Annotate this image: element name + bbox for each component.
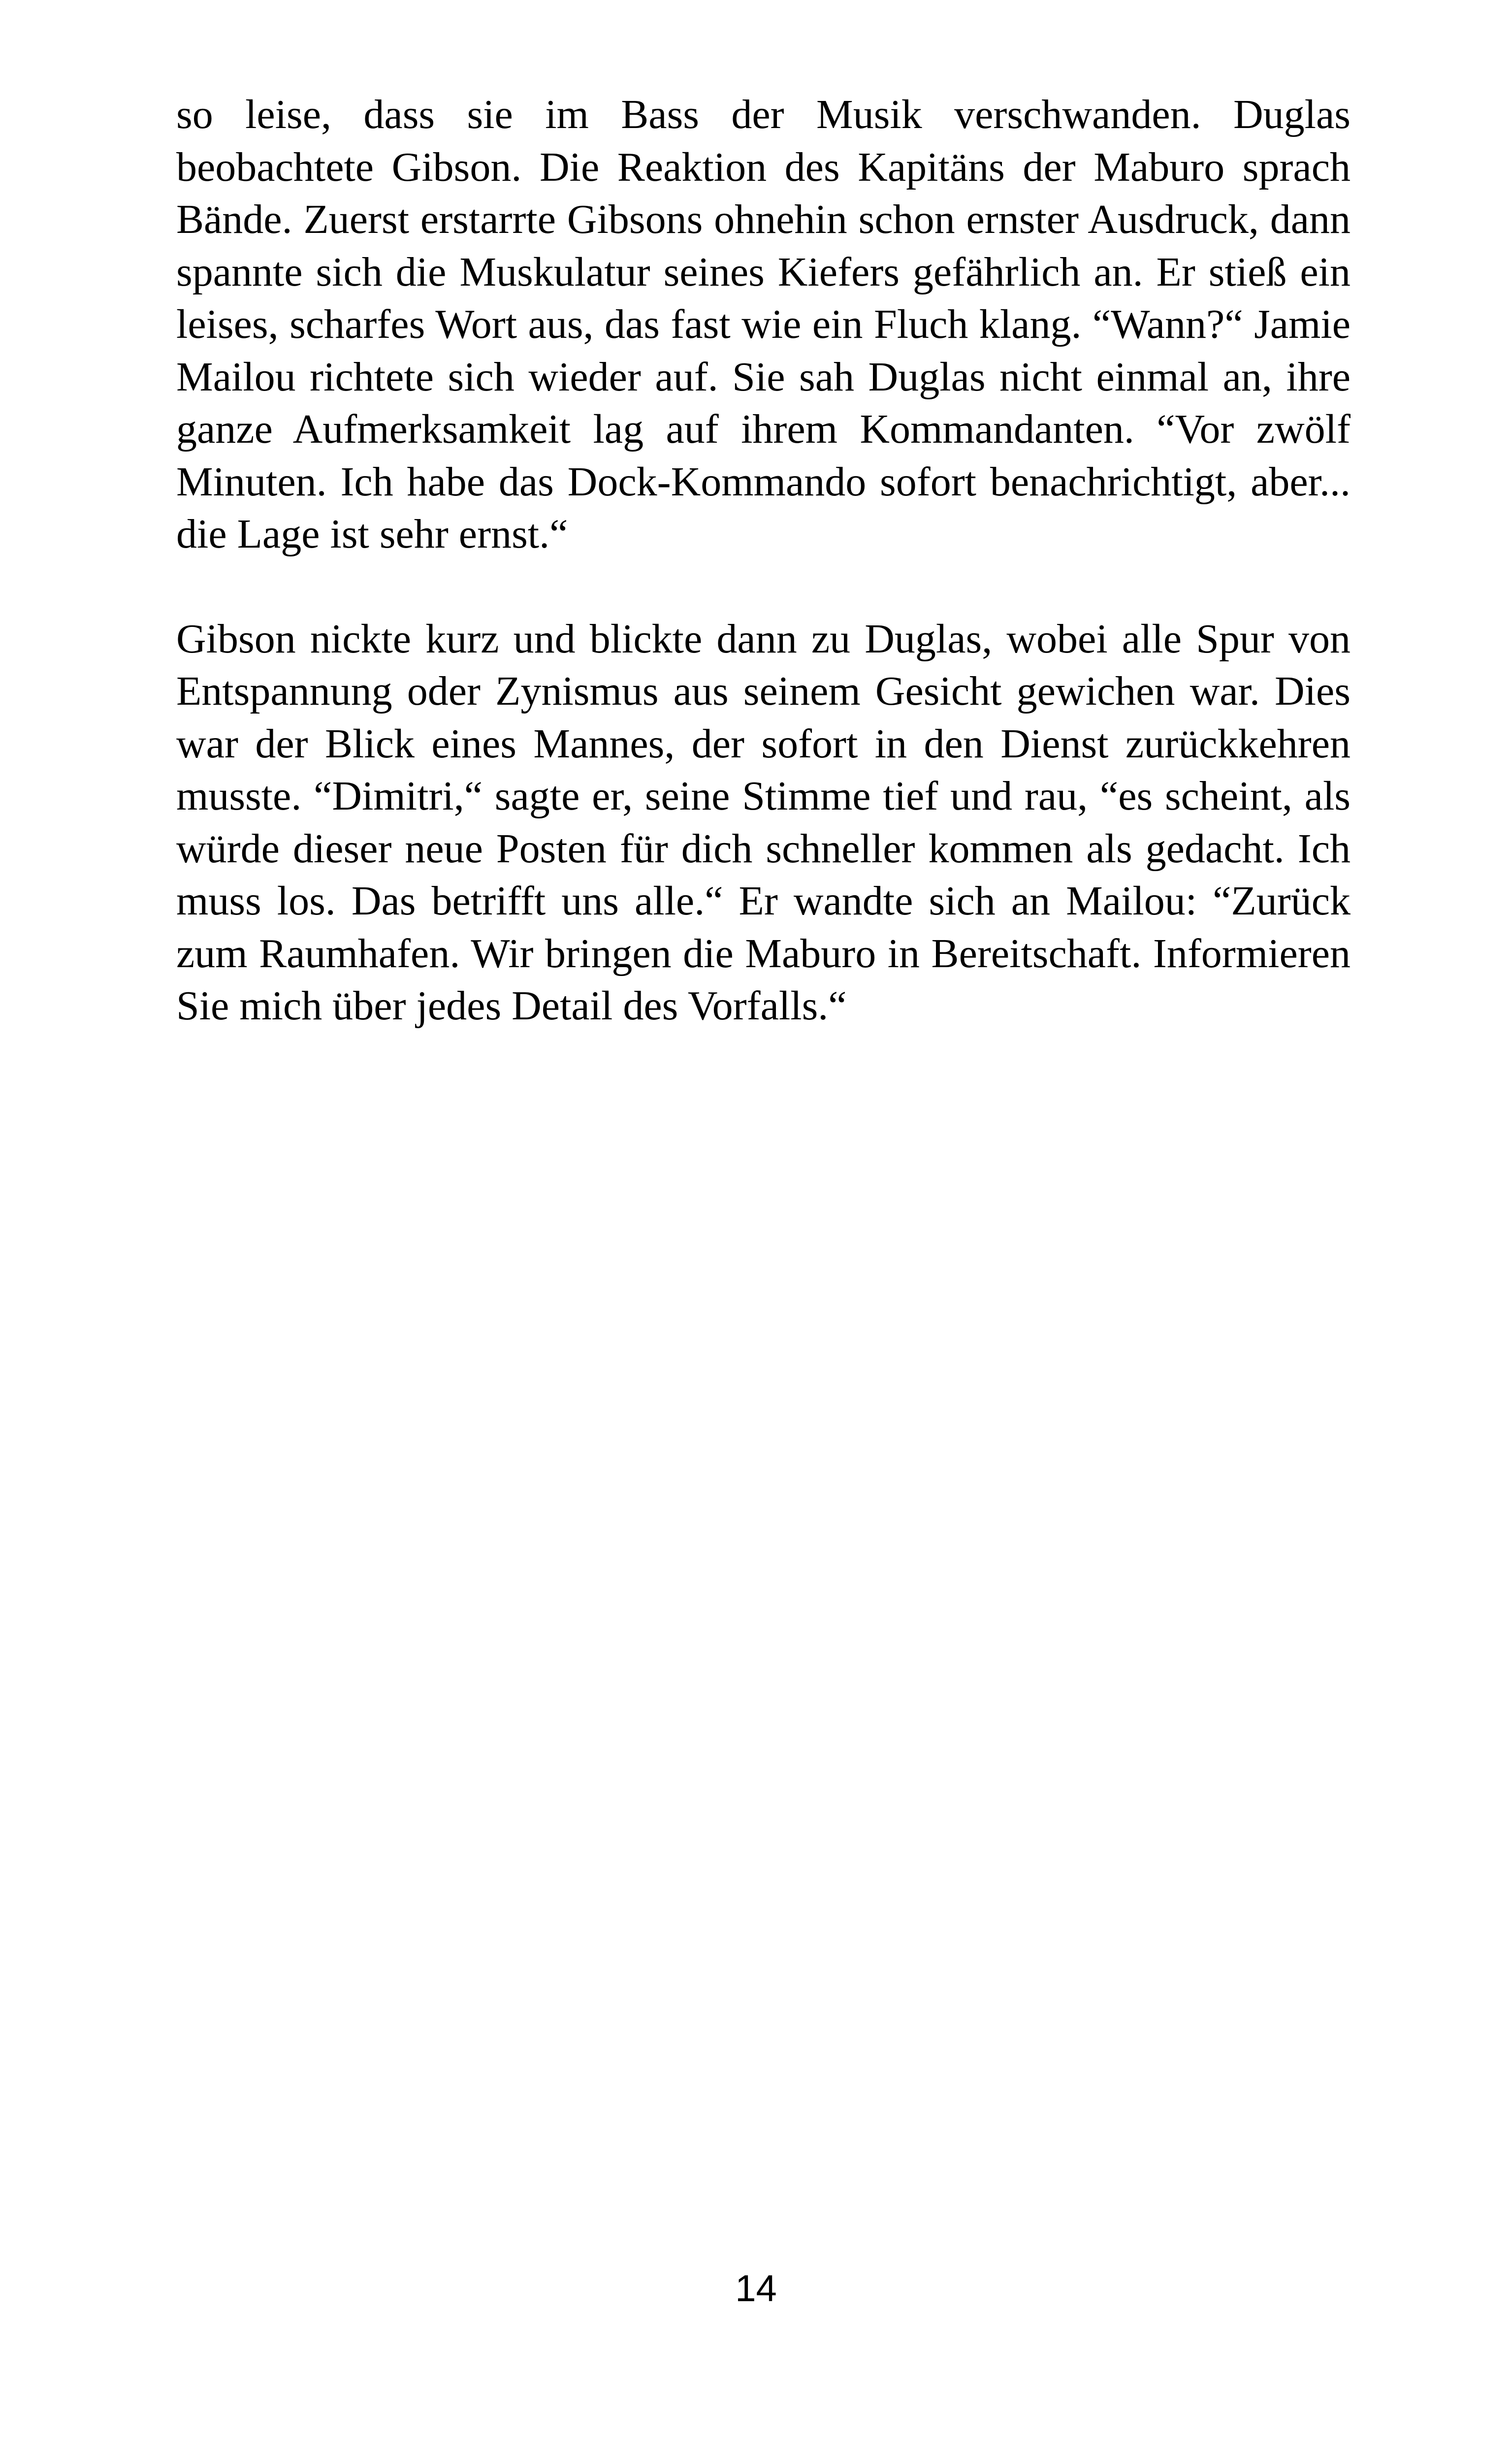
paragraph-1: so leise, dass sie im Bass der Musik verschwanden. Duglas beobachtete Gibson. Die Reaktion des Kapitäns der Maburo sprach Bände. Zuerst erstarrte Gibsons ohnehin schon ernster Ausdruck, dann spannte sich die Muskulatur seines Kiefers gefährlich an. Er stieß ein leises, scharfes Wort aus, das fast wie ein Fluch klang. “Wann?“ Jamie Mailou richtete sich wieder auf. Sie sah Duglas nicht einmal an, ihre ganze Aufmerksamkeit lag auf ihrem Kommandanten. “Vor zwölf Minuten. Ich habe das Dock-Kommando sofort benachrichtigt, aber... die Lage ist sehr ernst.“ <box>176 92 1351 557</box>
page-number: 14 <box>735 2268 777 2310</box>
body-text <box>176 89 1351 1033</box>
paragraph-2: Gibson nickte kurz und blickte dann zu Duglas, wobei alle Spur von Entspannung oder Zynismus aus seinem Gesicht gewichen war. Dies war der Blick eines Mannes, der sofort in den Dienst zurückkehren musste. “Dimitri,“ sagte er, seine Stimme tief und rau, “es scheint, als würde dieser neue Posten für dich schneller kommen als gedacht. Ich muss los. Das betrifft uns alle.“ Er wandte sich an Mailou: “Zurück zum Raumhafen. Wir bringen die Maburo in Bereitschaft. Informieren Sie mich über jedes Detail des Vorfalls.“ <box>176 616 1351 1029</box>
